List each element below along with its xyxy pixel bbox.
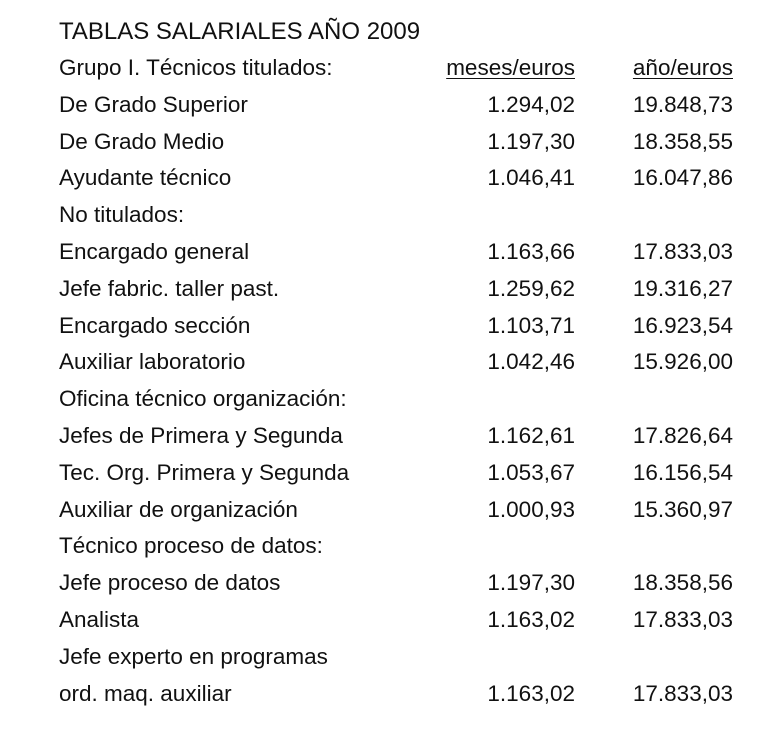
row-label: Auxiliar laboratorio [59, 349, 246, 375]
monthly-salary-value: 1.053,67 [487, 459, 575, 485]
column-header-month: meses/euros [446, 55, 575, 80]
table-row [59, 197, 749, 234]
monthly-salary-value: 1.042,46 [487, 349, 575, 375]
yearly-salary-value: 18.358,56 [632, 570, 733, 596]
monthly-salary-value: 1.197,30 [487, 570, 575, 596]
table-row [59, 639, 749, 676]
table-row [59, 308, 749, 345]
yearly-salary-value: 16.047,86 [632, 165, 733, 191]
row-label: Auxiliar de organización [59, 496, 298, 522]
table-row [59, 271, 749, 308]
row-label: No titulados: [59, 202, 185, 228]
monthly-salary-value: 1.103,71 [487, 312, 575, 338]
row-label: Encargado sección [59, 312, 251, 338]
row-label: Oficina técnico organización: [59, 386, 347, 412]
document-title: TABLAS SALARIALES AÑO 2009 [59, 18, 421, 45]
salary-rows [59, 87, 749, 713]
row-label: De Grado Medio [59, 128, 225, 154]
yearly-salary-value: 17.833,03 [632, 238, 733, 264]
group-label: Grupo I. Técnicos titulados: [59, 55, 333, 80]
row-label: Jefe proceso de datos [59, 570, 281, 596]
row-label: Técnico proceso de datos: [59, 533, 323, 559]
yearly-salary-value: 15.926,00 [632, 349, 733, 375]
yearly-salary-value: 16.923,54 [632, 312, 733, 338]
table-row [59, 160, 749, 197]
table-row [59, 344, 749, 381]
row-label: De Grado Superior [59, 91, 248, 117]
table-row [59, 528, 749, 565]
row-label: Encargado general [59, 238, 250, 264]
yearly-salary-value: 17.833,03 [632, 680, 733, 706]
yearly-salary-value: 17.826,64 [632, 422, 733, 448]
monthly-salary-value: 1.294,02 [487, 91, 575, 117]
table-row [59, 602, 749, 639]
yearly-salary-value: 15.360,97 [632, 496, 733, 522]
monthly-salary-value: 1.000,93 [487, 496, 575, 522]
monthly-salary-value: 1.162,61 [487, 422, 575, 448]
yearly-salary-value: 16.156,54 [632, 459, 733, 485]
table-row [59, 381, 749, 418]
row-label: Ayudante técnico [59, 165, 232, 191]
table-row [59, 87, 749, 124]
row-label: ord. maq. auxiliar [59, 680, 232, 706]
row-label: Jefe fabric. taller past. [59, 275, 280, 301]
table-row [59, 455, 749, 492]
monthly-salary-value: 1.163,02 [487, 606, 575, 632]
yearly-salary-value: 19.848,73 [632, 91, 733, 117]
table-row [59, 676, 749, 713]
yearly-salary-value: 17.833,03 [632, 606, 733, 632]
monthly-salary-value: 1.259,62 [487, 275, 575, 301]
column-header-year: año/euros [632, 55, 733, 80]
row-label: Analista [59, 606, 140, 632]
monthly-salary-value: 1.046,41 [487, 165, 575, 191]
table-header-row [59, 50, 749, 87]
table-row [59, 492, 749, 529]
row-label: Jefes de Primera y Segunda [59, 422, 343, 448]
table-row [59, 565, 749, 602]
table-row [59, 418, 749, 455]
yearly-salary-value: 18.358,55 [632, 128, 733, 154]
table-row [59, 124, 749, 161]
row-label: Jefe experto en programas [59, 643, 328, 669]
yearly-salary-value: 19.316,27 [632, 275, 733, 301]
monthly-salary-value: 1.163,66 [487, 238, 575, 264]
table-row [59, 234, 749, 271]
row-label: Tec. Org. Primera y Segunda [59, 459, 350, 485]
monthly-salary-value: 1.197,30 [487, 128, 575, 154]
monthly-salary-value: 1.163,02 [487, 680, 575, 706]
salary-table-document [59, 14, 749, 712]
